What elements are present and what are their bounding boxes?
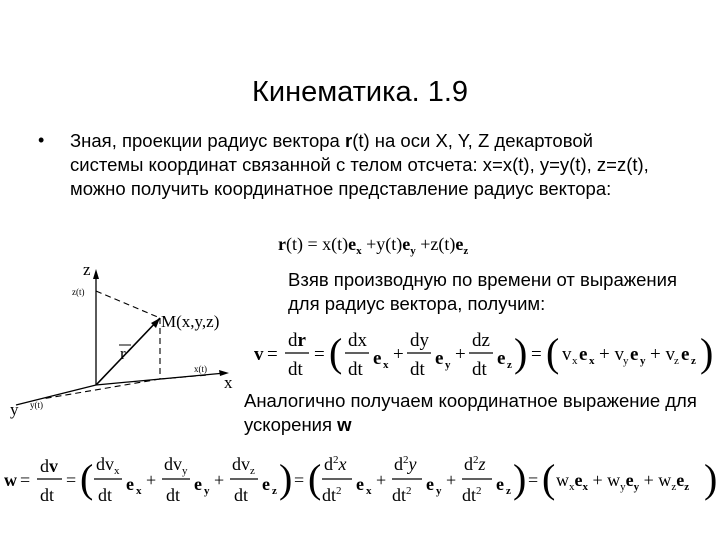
svg-text:dr: dr: [288, 330, 306, 351]
accel-text-part1: Аналогично получаем координатное выражение для ускорения: [244, 390, 697, 435]
svg-text:): ): [279, 456, 293, 501]
svg-text:dt: dt: [234, 485, 249, 505]
svg-text:e: e: [435, 348, 444, 369]
svg-text:dt: dt: [98, 485, 113, 505]
dashed-y-projection: [42, 379, 160, 399]
svg-text:dt: dt: [166, 485, 181, 505]
svg-text:): ): [513, 456, 527, 501]
svg-text:+: +: [376, 470, 387, 490]
svg-text:e: e: [681, 344, 690, 365]
svg-text:dx: dx: [348, 330, 367, 351]
svg-text:+: +: [214, 470, 225, 490]
tick-x-label: x(t): [194, 364, 207, 374]
svg-text:v: v: [562, 344, 572, 365]
tick-y-label: y(t): [30, 400, 43, 410]
slide-title: Кинематика. 1.9: [251, 76, 469, 108]
svg-text:=: =: [314, 344, 325, 365]
svg-text:=: =: [267, 344, 278, 365]
radius-vector-formula: [276, 230, 536, 264]
svg-text:r(t) = x(t)ex +y(t)ey +z(t)ez: $r(t) = x(t)e_x +y(t)e_y +z(t)e_z$: [278, 234, 469, 257]
coordinate-diagram: [0, 255, 250, 430]
svg-text:(: (: [80, 456, 94, 501]
y-axis-line: [16, 385, 96, 405]
svg-text:y: y: [204, 485, 210, 497]
velocity-formula: [252, 326, 720, 384]
svg-text:d2x: $d^2x$: [324, 454, 347, 474]
svg-text:(: (: [546, 330, 560, 375]
svg-text:e: e: [262, 474, 270, 494]
svg-text:e: e: [630, 344, 639, 365]
svg-text:dt: dt: [410, 359, 425, 380]
svg-text:d2z: $d^2z$: [464, 454, 486, 474]
svg-text:+ v: + v: [599, 344, 624, 365]
svg-text:y: y: [436, 485, 442, 497]
svg-text:wxex + wyey + wzez: $w_xe_x + w_ye_y + w_ze_z$: [556, 470, 690, 493]
svg-text:dt: dt: [288, 359, 303, 380]
svg-text:v: v: [254, 344, 264, 365]
svg-text:z: z: [691, 355, 696, 367]
intro-paragraph: [70, 129, 670, 201]
svg-text:=: =: [20, 470, 31, 490]
intro-text-part1: Зная, проекции радиус вектора: [70, 130, 345, 151]
svg-text:x: x: [383, 359, 389, 371]
svg-text:dt2: $dt^2$: [392, 485, 412, 505]
axis-z-label: z: [83, 260, 91, 279]
svg-text:z: z: [272, 485, 277, 497]
svg-text:+: +: [393, 344, 404, 365]
svg-text:e: e: [426, 474, 434, 494]
svg-text:w: w: [4, 470, 17, 490]
vector-r-label: r: [120, 344, 126, 363]
svg-text:dy: dy: [410, 330, 429, 351]
svg-text:e: e: [194, 474, 202, 494]
svg-text:dt2: $dt^2$: [322, 485, 342, 505]
svg-text:+: +: [146, 470, 157, 490]
svg-text:=: =: [294, 470, 305, 490]
svg-text:dvz: $dv_z$: [232, 454, 255, 477]
svg-text:=: =: [531, 344, 542, 365]
svg-text:): ): [700, 330, 714, 375]
svg-text:z: z: [507, 359, 512, 371]
acceleration-formula: [0, 452, 720, 510]
svg-text:e: e: [373, 348, 382, 369]
svg-text:d2y: $d^2y$: [394, 454, 417, 474]
svg-text:dvx: $dv_x$: [96, 454, 120, 477]
svg-text:=: =: [528, 470, 539, 490]
axis-x-label: x: [224, 373, 233, 392]
svg-text:y: y: [640, 355, 646, 367]
svg-text:e: e: [497, 348, 506, 369]
svg-text:y: y: [445, 359, 451, 371]
acceleration-paragraph: [244, 389, 714, 437]
svg-text:y: y: [623, 355, 629, 367]
point-m-label: M(x,y,z): [161, 312, 220, 331]
svg-text:): ): [514, 330, 528, 375]
svg-text:(: (: [542, 456, 556, 501]
svg-text:+: +: [455, 344, 466, 365]
svg-text:z: z: [506, 485, 511, 497]
svg-text:(: (: [329, 330, 343, 375]
axis-y-label: y: [10, 400, 19, 419]
svg-text:x: x: [572, 355, 578, 367]
svg-text:(: (: [308, 456, 322, 501]
svg-text:dt2: $dt^2$: [462, 485, 482, 505]
svg-text:x: x: [589, 355, 595, 367]
svg-text:e: e: [126, 474, 134, 494]
svg-text:+: +: [446, 470, 457, 490]
svg-text:z: z: [674, 355, 679, 367]
svg-text:e: e: [579, 344, 588, 365]
svg-text:dv: dv: [40, 456, 58, 476]
svg-text:+ v: + v: [650, 344, 675, 365]
intro-text-part2: (t) на оси X, Y, Z декартовой системы координат связанной с телом отсчета: x=x(t), y=y(t), z=z(t), можно получить координатное представление радиус вектора:: [70, 130, 649, 199]
intro-r-bold: r: [344, 130, 353, 151]
svg-text:dt: dt: [348, 359, 363, 380]
z-axis-arrowhead: [93, 269, 99, 279]
svg-text:x: x: [366, 485, 372, 497]
dashed-z-projection: [96, 291, 160, 318]
svg-text:x: x: [136, 485, 142, 497]
svg-text:e: e: [496, 474, 504, 494]
svg-text:): ): [704, 456, 718, 501]
derivative-paragraph: Взяв производную по времени от выражения для радиус вектора, получим:: [288, 269, 677, 314]
svg-text:e: e: [356, 474, 364, 494]
svg-text:dt: dt: [472, 359, 487, 380]
svg-text:=: =: [66, 470, 77, 490]
bullet-marker: •: [38, 130, 45, 150]
svg-text:dz: dz: [472, 330, 490, 351]
accel-w-bold: w: [337, 414, 352, 435]
svg-text:dvy: $dv_y$: [164, 454, 188, 477]
tick-z-label: z(t): [72, 287, 85, 297]
radius-vector-line: [96, 318, 160, 385]
svg-text:dt: dt: [40, 485, 55, 505]
